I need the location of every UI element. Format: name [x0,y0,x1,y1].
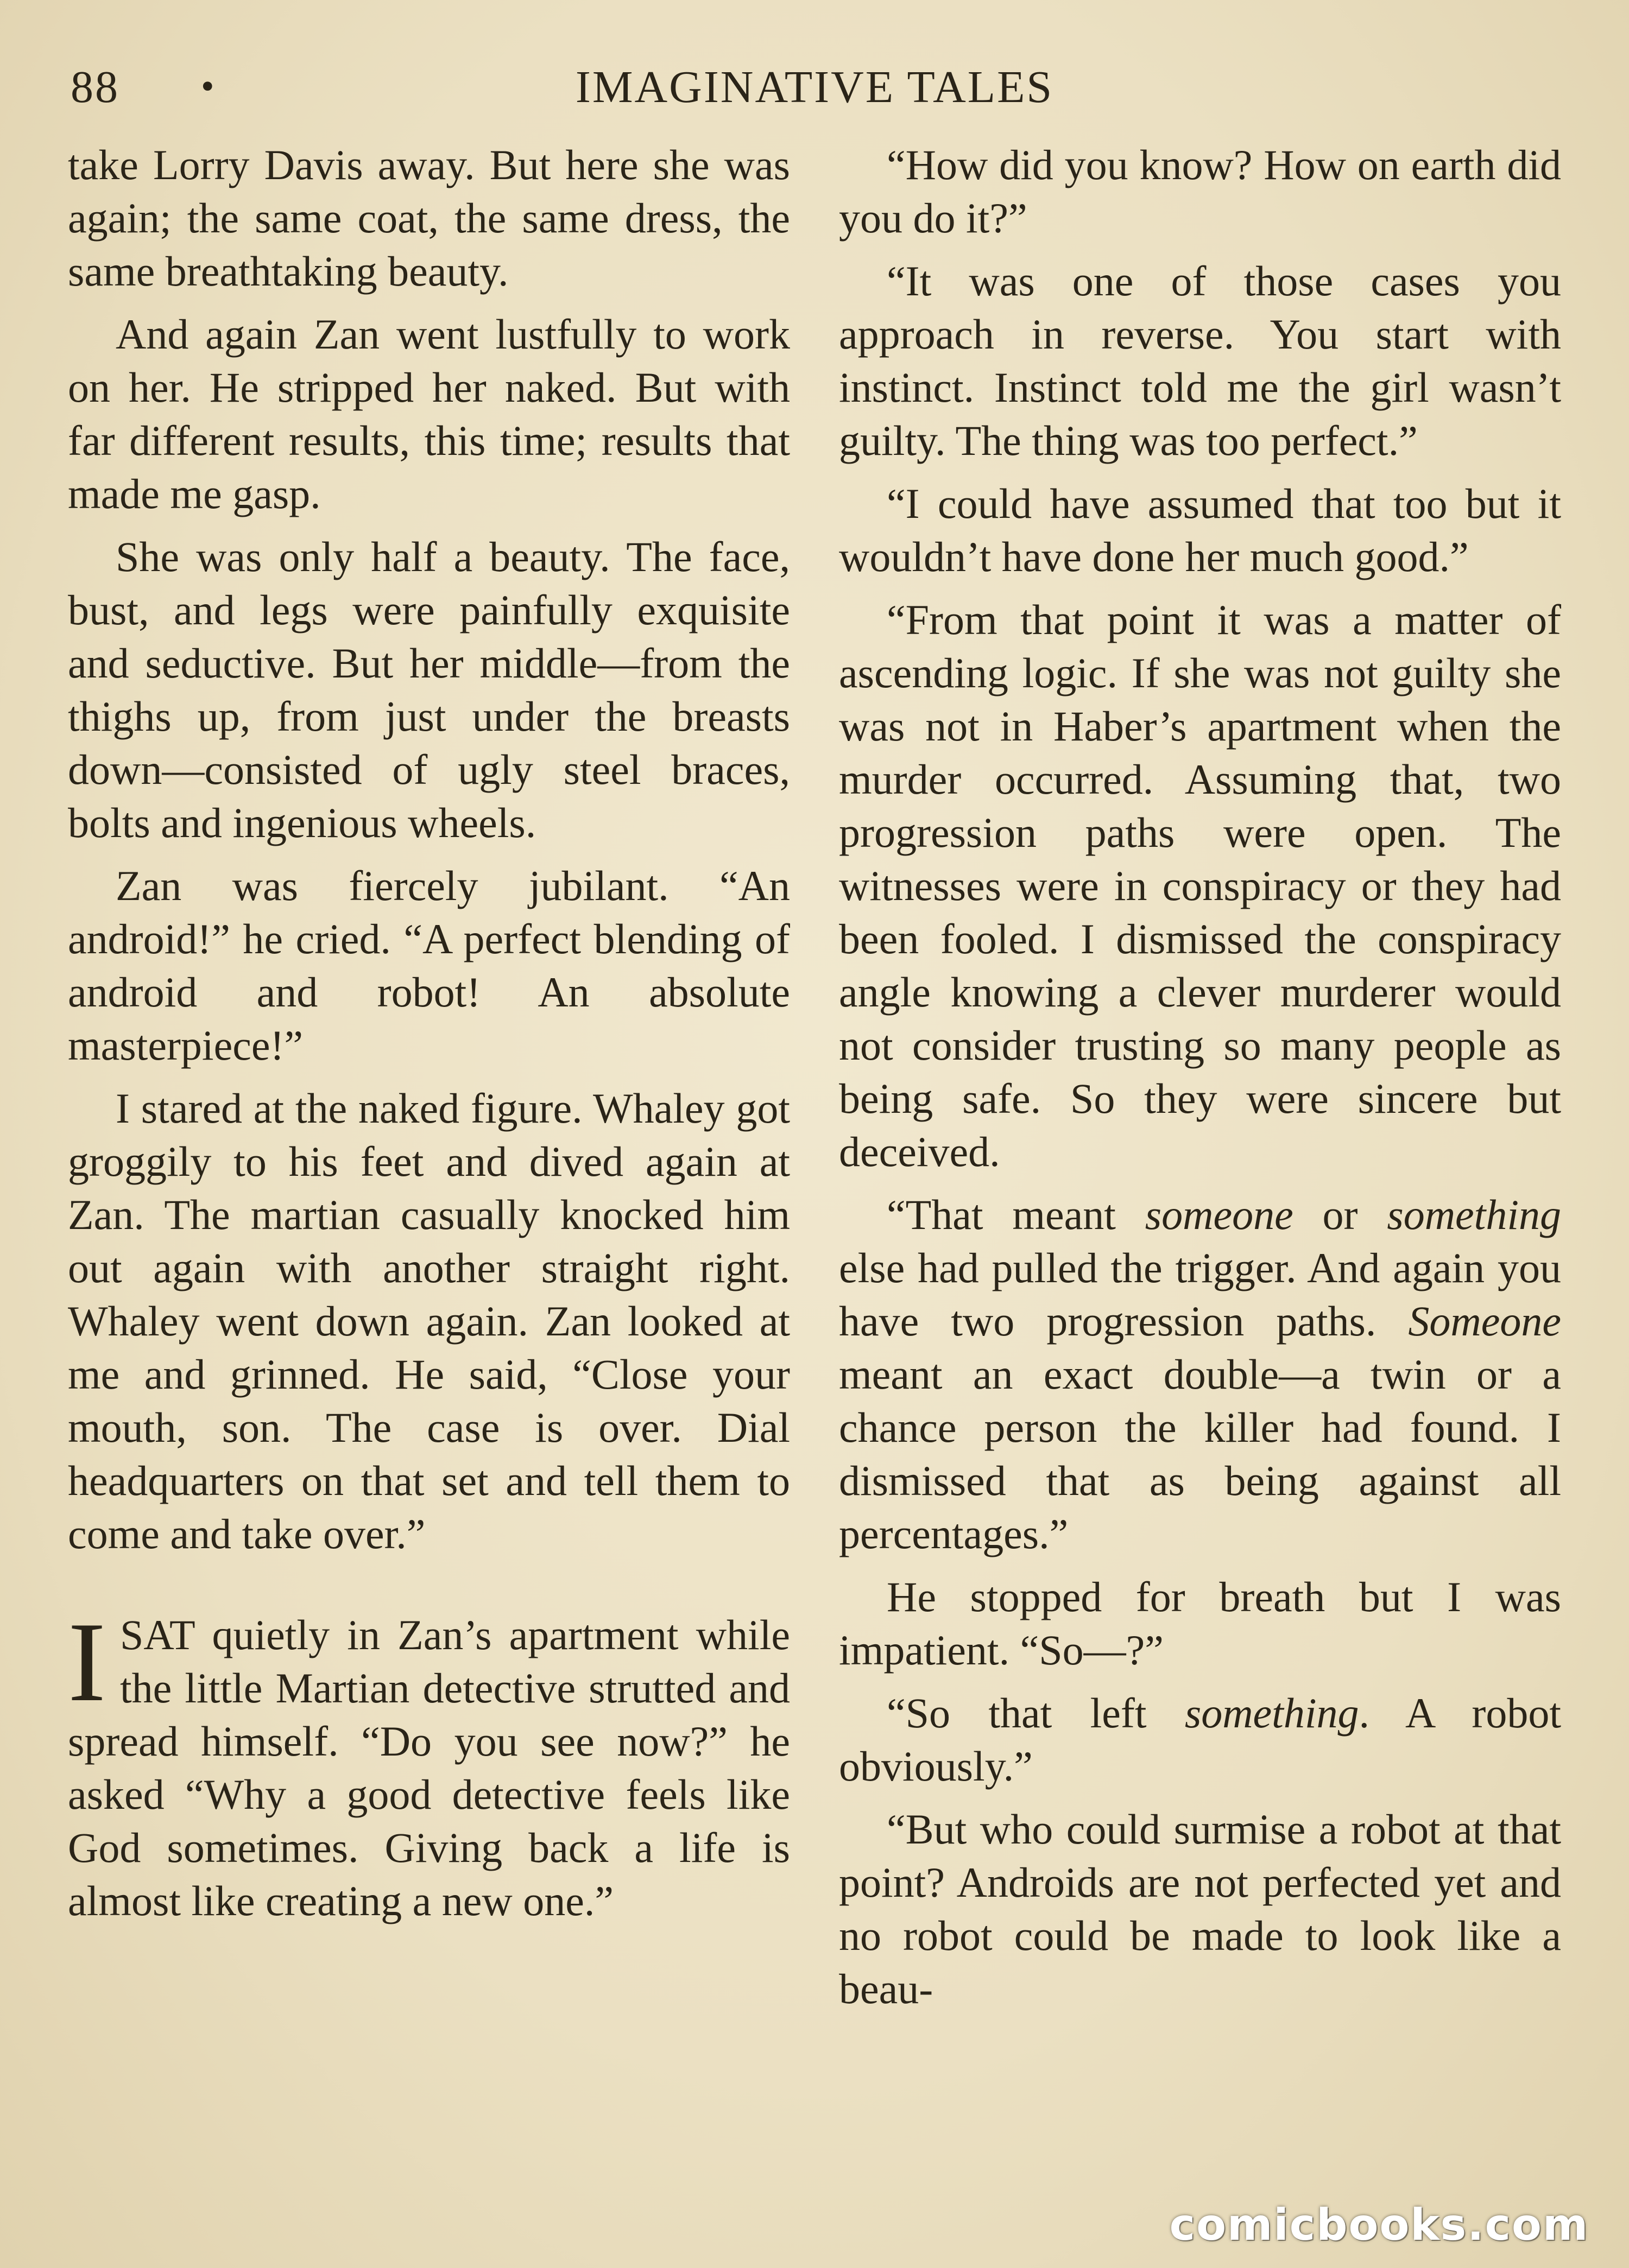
text-run: “So that left [887,1689,1185,1737]
page-header [71,57,1558,117]
paragraph: And again Zan went lustfully to work on her. He stripped her naked. But with far different results, this time; results that made me gasp. [68,311,790,517]
text-columns [68,138,1561,2197]
drop-cap-letter: I [68,1599,106,1725]
italic-text: someone [1145,1191,1293,1238]
text-run: meant an exact double—a twin or a chance person the killer had found. I dismissed that as being against all percentages.” [839,1351,1561,1557]
text-run: “That meant [887,1191,1145,1238]
paragraph: “I could have assumed that too but it wouldn’t have done her much good.” [839,480,1561,580]
right-column [839,138,1561,2197]
italic-text: something [1387,1191,1561,1238]
paragraph: take Lorry Davis away. But here she was again; the same coat, the same dress, the same breathtaking beauty. [68,141,790,295]
paragraph [839,1188,1561,1561]
paragraph: She was only half a beauty. The face, bust, and legs were painfully exquisite and seductive. But her middle—from the thighs up, from just under the breasts down—consisted of ugly steel braces, bolts and ingenious wheels. [68,533,790,846]
italic-text: Someone [1408,1297,1561,1345]
left-column [68,138,790,2197]
paragraph: He stopped for breath but I was impatient. “So—?” [839,1573,1561,1674]
paragraph: “How did you know? How on earth did you do it?” [839,141,1561,242]
paragraph-text: SAT quietly in Zan’s apartment while the little Martian detective strutted and spread himself. “Do you see now?” he asked “Why a good detective feels like God sometimes. Giving back a life is almost like creating a new one.” [68,1611,790,1924]
watermark: comicbooks.com [1169,2199,1589,2250]
paragraph: I stared at the naked figure. Whaley got groggily to his feet and dived again at Zan. The martian casually knocked him out again with another straight right. Whaley went down again. Zan looked at me and grinned. He said, “Close your mouth, son. The case is over. Dial headquarters on that set and tell them to come and take over.” [68,1085,790,1557]
text-run: . A robot obviously.” [839,1689,1561,1790]
paragraph-drop-cap [68,1599,790,1928]
text-run: else had pulled the trigger. And again you have two progression paths. [839,1244,1561,1345]
paragraph: “But who could surmise a robot at that point? Androids are not perfected yet and no robot could be made to look like a beau- [839,1805,1561,2012]
running-head: IMAGINATIVE TALES [575,61,1054,112]
paragraph [839,1687,1561,1793]
header-bullet: • [201,66,216,107]
paragraph: Zan was fiercely jubilant. “An android!” he cried. “A perfect blending of android and robot! An absolute masterpiece!” [68,862,790,1069]
text-run: or [1293,1191,1387,1238]
section-break [68,1570,790,1608]
paragraph: “From that point it was a matter of ascending logic. If she was not guilty she was not in Haber’s apartment when the murder occurred. Assuming that, two progression paths were open. The witnesses were in conspiracy or they had been fooled. I dismissed the conspiracy angle knowing a clever murderer would not consider trusting so many people as being safe. So they were sincere but deceived. [839,596,1561,1175]
paragraph: “It was one of those cases you approach in reverse. You start with instinct. Instinct told me the girl wasn’t guilty. The thing was too perfect.” [839,257,1561,464]
page-number: 88 [71,61,119,112]
italic-text: something [1184,1689,1359,1737]
